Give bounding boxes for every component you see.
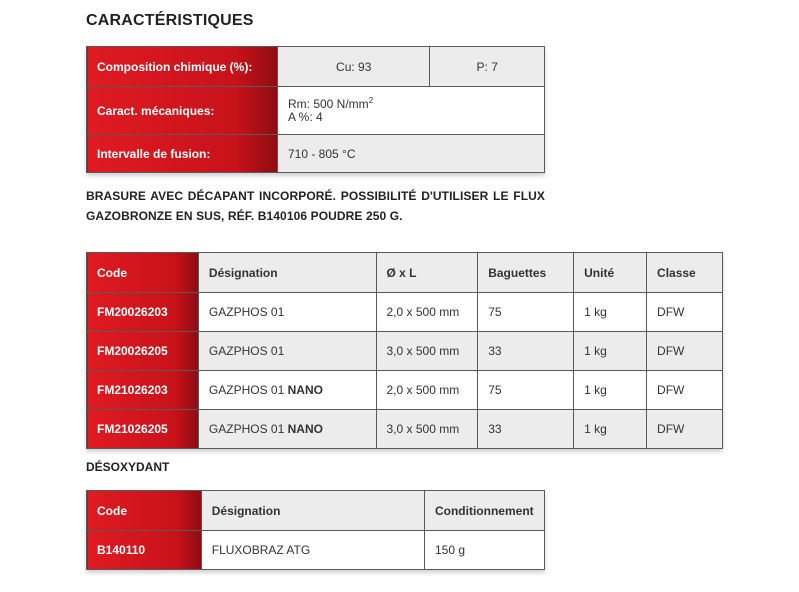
- product-designation: [198, 371, 376, 410]
- products-header-row: [87, 253, 723, 293]
- deoxidant-header-row: [87, 491, 545, 531]
- deoxidant-conditionnement: 150 g: [424, 531, 544, 570]
- table-row: [87, 531, 545, 570]
- header-code: Code: [87, 253, 199, 293]
- product-code: FM21026203: [87, 371, 199, 410]
- deoxidant-code: B140110: [87, 531, 202, 570]
- deoxidant-header-code: Code: [87, 491, 202, 531]
- product-unite: 1 kg: [574, 293, 647, 332]
- composition-label: Composition chimique (%):: [87, 47, 278, 87]
- products-table: [86, 252, 723, 449]
- table-row: [87, 293, 723, 332]
- table-row: [87, 332, 723, 371]
- fusion-label: Intervalle de fusion:: [87, 135, 278, 173]
- fusion-value: 710 - 805 °C: [278, 135, 545, 173]
- fusion-row: [87, 135, 545, 173]
- deoxidant-designation: FLUXOBRAZ ATG: [201, 531, 424, 570]
- product-dimensions: 3,0 x 500 mm: [376, 332, 478, 371]
- designation-variant: NANO: [287, 422, 323, 436]
- mechanical-rm-unit-exponent: 2: [368, 95, 374, 105]
- characteristics-table: [86, 46, 545, 173]
- table-row: [87, 371, 723, 410]
- product-unite: 1 kg: [574, 371, 647, 410]
- composition-row: [87, 47, 545, 87]
- product-classe: DFW: [647, 332, 723, 371]
- product-dimensions: 2,0 x 500 mm: [376, 293, 478, 332]
- header-dimensions: Ø x L: [376, 253, 478, 293]
- mechanical-label: Caract. mécaniques:: [87, 87, 278, 135]
- product-classe: DFW: [647, 410, 723, 449]
- product-dimensions: 3,0 x 500 mm: [376, 410, 478, 449]
- designation-text: GAZPHOS 01: [208, 344, 285, 358]
- product-dimensions: 2,0 x 500 mm: [376, 371, 478, 410]
- designation-text: GAZPHOS 01: [208, 305, 285, 319]
- product-classe: DFW: [647, 293, 723, 332]
- table-row: [87, 410, 723, 449]
- mechanical-elongation: A %: 4: [288, 109, 323, 124]
- header-designation: Désignation: [198, 253, 376, 293]
- product-note: BRASURE AVEC DÉCAPANT INCORPORÉ. POSSIBILITÉ D'UTILISER LE FLUX GAZOBRONZE EN SUS, RÉF. B140106 POUDRE 250 G.: [86, 189, 545, 223]
- deoxidant-title: DÉSOXYDANT: [86, 460, 170, 474]
- product-baguettes: 33: [478, 332, 574, 371]
- deoxidant-header-conditionnement: Conditionnement: [424, 491, 544, 531]
- product-code: FM21026205: [87, 410, 199, 449]
- designation-variant: NANO: [287, 383, 323, 397]
- designation-text: GAZPHOS 01: [208, 422, 288, 436]
- mechanical-rm-value: Rm: 500 N/mm: [288, 96, 369, 111]
- product-baguettes: 75: [478, 293, 574, 332]
- composition-cu: Cu: 93: [278, 47, 430, 87]
- mechanical-rm: [288, 95, 534, 111]
- header-unite: Unité: [574, 253, 647, 293]
- header-classe: Classe: [647, 253, 723, 293]
- product-designation: [198, 410, 376, 449]
- product-code: FM20026203: [87, 293, 199, 332]
- product-code: FM20026205: [87, 332, 199, 371]
- header-baguettes: Baguettes: [478, 253, 574, 293]
- composition-p: P: 7: [430, 47, 545, 87]
- designation-text: GAZPHOS 01: [208, 383, 288, 397]
- mechanical-row: [87, 87, 545, 135]
- product-designation: [198, 332, 376, 371]
- product-classe: DFW: [647, 371, 723, 410]
- section-title: CARACTÉRISTIQUES: [86, 12, 254, 29]
- deoxidant-table: [86, 490, 545, 570]
- product-designation: [198, 293, 376, 332]
- product-unite: 1 kg: [574, 332, 647, 371]
- deoxidant-header-designation: Désignation: [201, 491, 424, 531]
- product-baguettes: 75: [478, 371, 574, 410]
- product-baguettes: 33: [478, 410, 574, 449]
- product-unite: 1 kg: [574, 410, 647, 449]
- mechanical-values: [278, 87, 545, 135]
